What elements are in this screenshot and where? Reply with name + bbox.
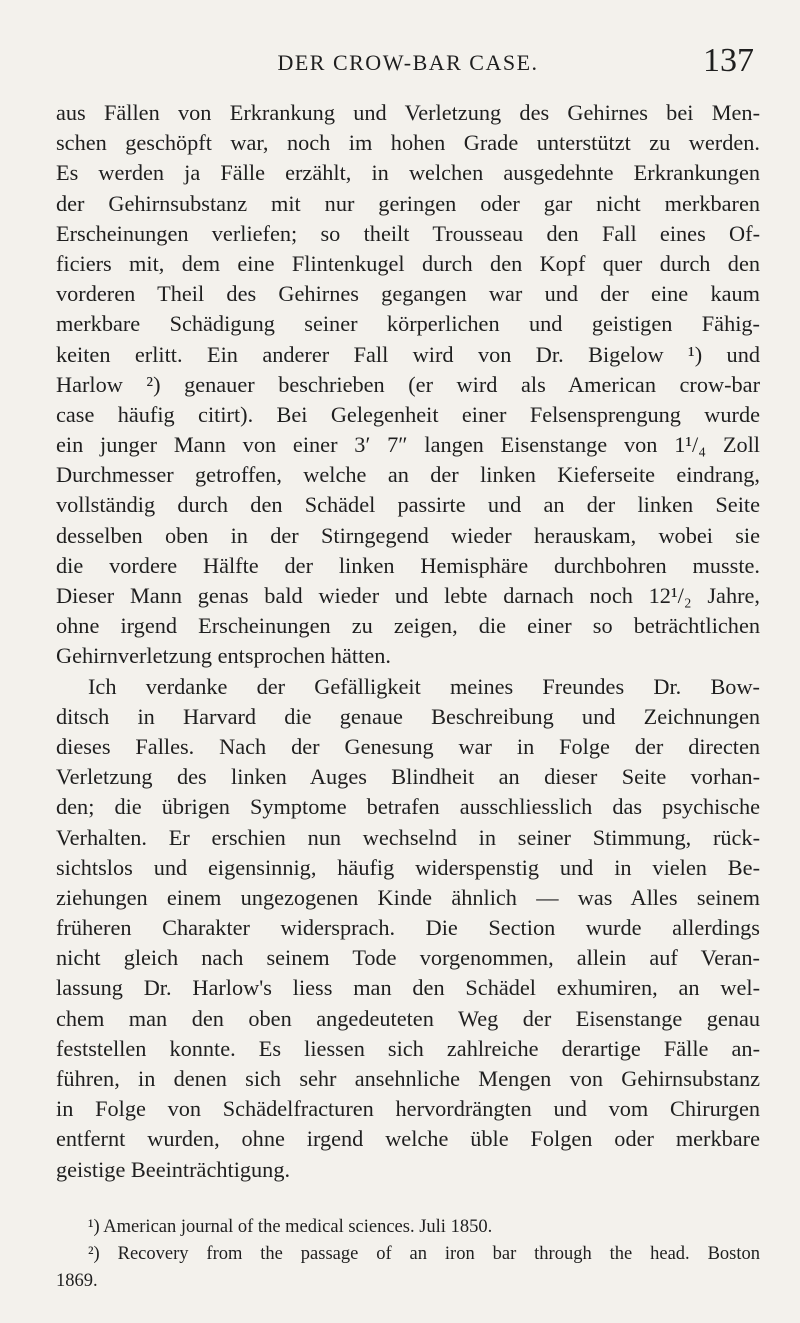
text-line: Harlow ²) genauer beschrieben (er wird als American crow-bar: [56, 371, 760, 397]
text-line: merkbare Schädigung seiner körperlichen und geistigen Fähig-: [56, 311, 760, 337]
paragraph-start-line: Ich verdanke der Gefälligkeit meines Freundes Dr. Bow-: [88, 673, 760, 699]
text-line: case häufig citirt). Bei Gelegenheit einer Felsensprengung wurde: [56, 401, 760, 427]
text-line: vollständig durch den Schädel passirte und an der linken Seite: [56, 492, 760, 518]
text-line: feststellen konnte. Es liessen sich zahlreiche derartige Fälle an-: [56, 1035, 760, 1061]
text-line: den; die übrigen Symptome betrafen ausschliesslich das psychische: [56, 794, 760, 820]
text-line: ditsch in Harvard die genaue Beschreibung und Zeichnungen: [56, 703, 760, 729]
text-line: lassung Dr. Harlow's liess man den Schädel exhumiren, an wel-: [56, 975, 760, 1001]
paragraph-end-line: geistige Beeinträchtigung.: [56, 1156, 291, 1182]
paragraph-end-line: Gehirnverletzung entsprochen hätten.: [56, 643, 391, 669]
text-line: ohne irgend Erscheinungen zu zeigen, die einer so beträchtlichen: [56, 613, 760, 639]
text-line: schen geschöpft war, noch im hohen Grade unterstützt zu werden.: [56, 130, 760, 156]
text-line: nicht gleich nach seinem Tode vorgenommen, allein auf Veran-: [56, 945, 760, 971]
text-line: Es werden ja Fälle erzählt, in welchen ausgedehnte Erkrankungen: [56, 160, 760, 186]
text-line: Erscheinungen verliefen; so theilt Trousseau den Fall eines Of-: [56, 220, 760, 246]
text-line: Dieser Mann genas bald wieder und lebte darnach noch 12¹/₂ Jahre,: [56, 583, 760, 608]
text-line: Verletzung des linken Auges Blindheit an dieser Seite vorhan-: [56, 764, 760, 790]
running-head: [56, 42, 760, 86]
page-number: 137: [703, 42, 754, 79]
text-line: Durchmesser getroffen, welche an der linken Kieferseite eindrang,: [56, 462, 760, 488]
running-title: DER CROW-BAR CASE.: [277, 50, 539, 75]
footnote-2-continued: 1869.: [56, 1271, 98, 1291]
text-line: ziehungen einem ungezogenen Kinde ähnlich — was Alles seinem: [56, 884, 760, 910]
text-line: entfernt wurden, ohne irgend welche üble Folgen oder merkbare: [56, 1126, 760, 1152]
text-line: ficiers mit, dem eine Flintenkugel durch den Kopf quer durch den: [56, 250, 760, 276]
text-line: vorderen Theil des Gehirnes gegangen war und der eine kaum: [56, 281, 760, 307]
text-line: sichtslos und eigensinnig, häufig widerspenstig und in vielen Be-: [56, 854, 760, 880]
text-line: aus Fällen von Erkrankung und Verletzung des Gehirnes bei Men-: [56, 100, 760, 125]
text-line: ein junger Mann von einer 3′ 7″ langen Eisenstange von 1¹/₄ Zoll: [56, 432, 760, 458]
text-line: die vordere Hälfte der linken Hemisphäre durchbohren musste.: [56, 552, 760, 578]
footnotes: [56, 1214, 760, 1295]
text-line: desselben oben in der Stirngegend wieder herauskam, wobei sie: [56, 522, 760, 548]
text-line: der Gehirnsubstanz mit nur geringen oder gar nicht merkbaren: [56, 190, 760, 216]
text-line: in Folge von Schädelfracturen hervordrängten und vom Chirurgen: [56, 1096, 760, 1122]
text-line: Verhalten. Er erschien nun wechselnd in seiner Stimmung, rück-: [56, 824, 760, 850]
footnote-2: ²) Recovery from the passage of an iron bar through the head. Boston: [88, 1244, 760, 1264]
body-text: [56, 98, 760, 1185]
footnote-1: ¹) American journal of the medical sciences. Juli 1850.: [88, 1217, 493, 1237]
text-line: keiten erlitt. Ein anderer Fall wird von Dr. Bigelow ¹) und: [56, 341, 760, 367]
text-line: dieses Falles. Nach der Genesung war in Folge der directen: [56, 733, 760, 759]
text-line: früheren Charakter widersprach. Die Section wurde allerdings: [56, 915, 760, 941]
text-line: führen, in denen sich sehr ansehnliche Mengen von Gehirnsubstanz: [56, 1066, 760, 1091]
text-line: chem man den oben angedeuteten Weg der Eisenstange genau: [56, 1005, 760, 1031]
